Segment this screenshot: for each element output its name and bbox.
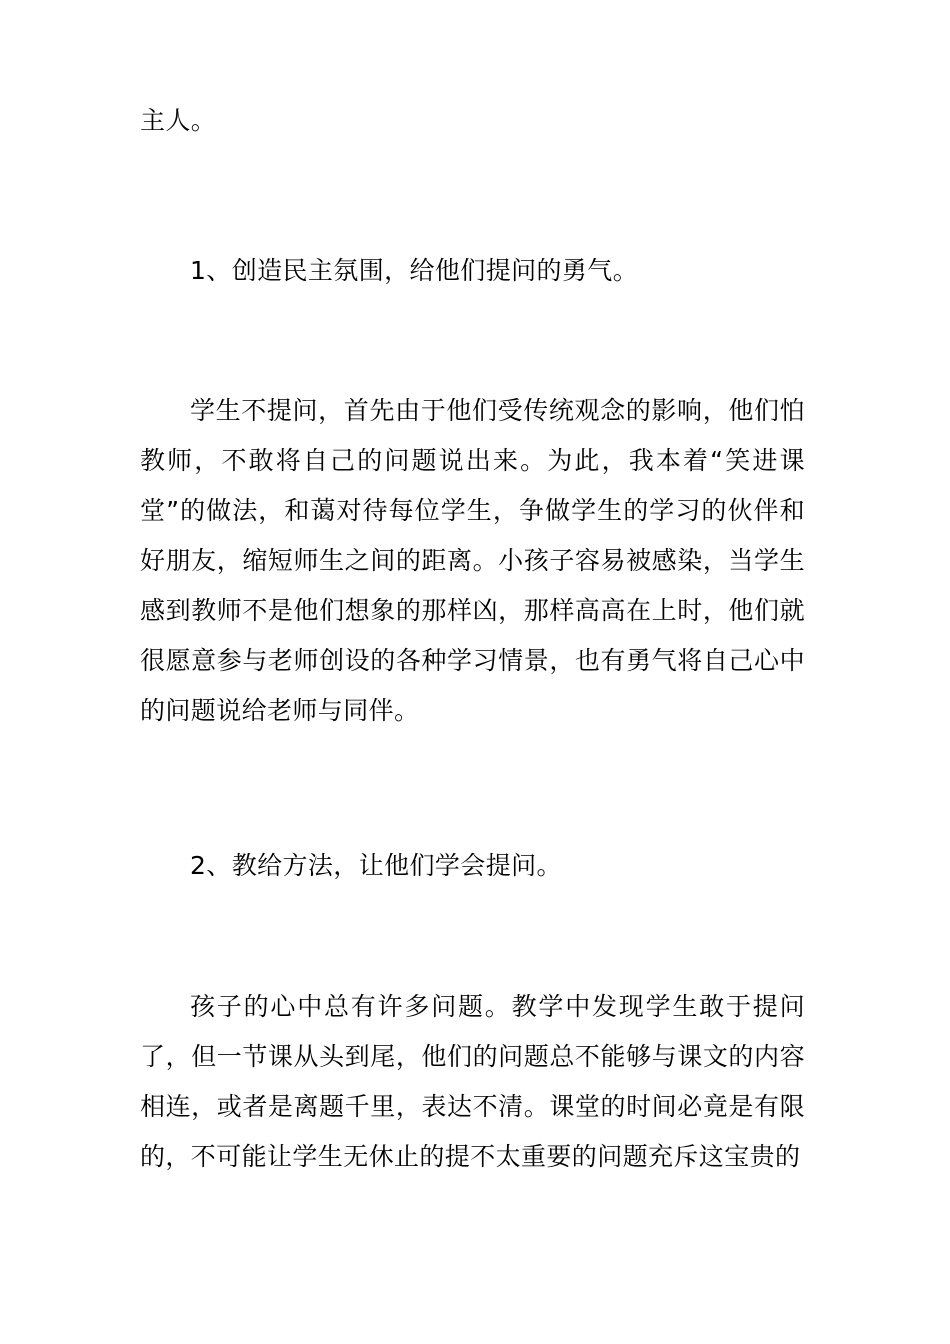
paragraph-2: 孩子的心中总有许多问题。教学中发现学生敢于提问了，但一节课从头到尾，他们的问题总不能够与课文的内容相连，或者是离题千里，表达不清。课堂的时间必竟是有限的，不可能让学生无休止的提不太重要的问题充斥这宝贵的 bbox=[140, 992, 805, 1171]
section-heading-1: 1、创造民主氛围，给他们提问的勇气。 bbox=[190, 256, 639, 285]
continuation-text: 主人。 bbox=[140, 106, 217, 135]
paragraph-1: 学生不提问，首先由于他们受传统观念的影响，他们怕教师，不敢将自己的问题说出来。为此，我本着“笑进课堂”的做法，和蔼对待每位学生，争做学生的学习的伙伴和好朋友，缩短师生之间的距离。小孩子容易被感染，当学生感到教师不是他们想象的那样凶，那样高高在上时，他们就很愿意参与老师创设的各种学习情景，也有勇气将自己心中的问题说给老师与同伴。 bbox=[140, 396, 805, 725]
section-heading-2: 2、教给方法，让他们学会提问。 bbox=[190, 851, 562, 880]
